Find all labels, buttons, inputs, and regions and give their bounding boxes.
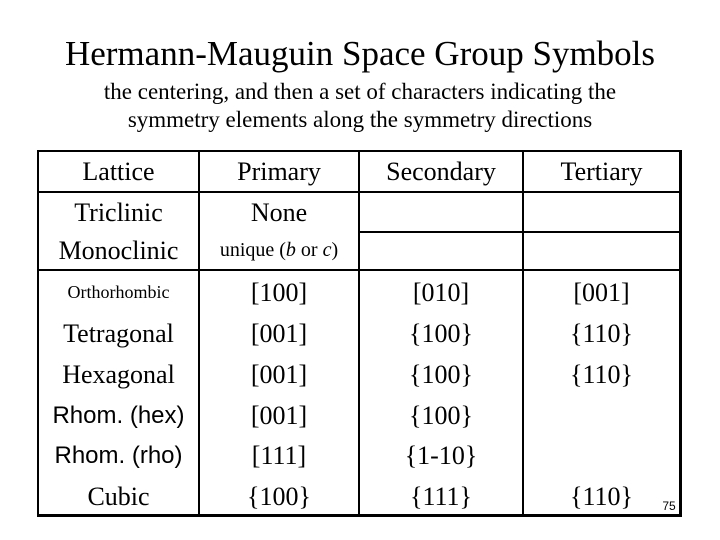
- header-secondary: Secondary: [359, 152, 523, 192]
- cell-secondary: [359, 232, 523, 270]
- space-group-table: [37, 150, 682, 517]
- cell-primary: [111]: [199, 435, 359, 476]
- cell-tertiary: [523, 192, 679, 232]
- cell-tertiary: [001]: [573, 277, 630, 307]
- table-row: [39, 354, 679, 396]
- cell-lattice: Hexagonal: [39, 354, 199, 396]
- cell-tertiary: {110}: [570, 481, 633, 511]
- table-row: [39, 232, 679, 270]
- cell-tertiary: [523, 232, 679, 270]
- cell-primary: {100}: [199, 476, 359, 517]
- table-row: [39, 435, 679, 476]
- slide-title: Hermann-Mauguin Space Group Symbols: [64, 34, 656, 73]
- table-row: [39, 476, 679, 517]
- cell-secondary: {1-10}: [359, 435, 523, 476]
- header-primary: Primary: [199, 152, 359, 192]
- table-row: [39, 314, 679, 354]
- cell-tertiary: {110}: [570, 360, 633, 389]
- cell-secondary: {100}: [359, 354, 523, 396]
- cell-secondary: {100}: [359, 396, 523, 435]
- cell-tertiary: {110}: [570, 319, 633, 348]
- slide-subtitle: [0, 78, 720, 134]
- cell-lattice: Tetragonal: [39, 314, 199, 354]
- cell-lattice: Monoclinic: [39, 232, 199, 270]
- table-row: [39, 396, 679, 435]
- subtitle-line-1: the centering, and then a set of characters indicating the: [103, 79, 617, 104]
- primary-axis-c: c: [322, 239, 332, 261]
- cell-lattice: Cubic: [39, 476, 199, 517]
- cell-secondary: {111}: [359, 476, 523, 517]
- primary-suffix: ): [331, 239, 339, 261]
- header-tertiary: Tertiary: [523, 152, 679, 192]
- cell-primary: [001]: [199, 314, 359, 354]
- primary-prefix: unique (: [219, 239, 286, 261]
- subtitle-line-2: symmetry elements along the symmetry directions: [127, 107, 593, 132]
- table-header-row: [39, 152, 679, 192]
- cell-primary: [199, 232, 359, 270]
- slide-number: 75: [662, 499, 676, 513]
- cell-tertiary: [523, 435, 679, 476]
- cell-lattice: Orthorhombic: [39, 270, 199, 314]
- cell-lattice: Rhom. (hex): [39, 396, 199, 435]
- cell-secondary: {100}: [359, 314, 523, 354]
- header-lattice: Lattice: [39, 152, 199, 192]
- cell-lattice: Rhom. (rho): [39, 435, 199, 476]
- cell-lattice: Triclinic: [39, 192, 199, 232]
- cell-secondary: [010]: [359, 270, 523, 314]
- cell-primary: [001]: [199, 354, 359, 396]
- cell-primary: None: [199, 192, 359, 232]
- primary-axis-b: b: [285, 239, 296, 261]
- cell-secondary: [359, 192, 523, 232]
- table-row: [39, 192, 679, 232]
- cell-primary: [100]: [199, 270, 359, 314]
- cell-tertiary: [523, 396, 679, 435]
- cell-primary: [001]: [199, 396, 359, 435]
- table-row: [39, 270, 679, 314]
- primary-or: or: [295, 239, 323, 261]
